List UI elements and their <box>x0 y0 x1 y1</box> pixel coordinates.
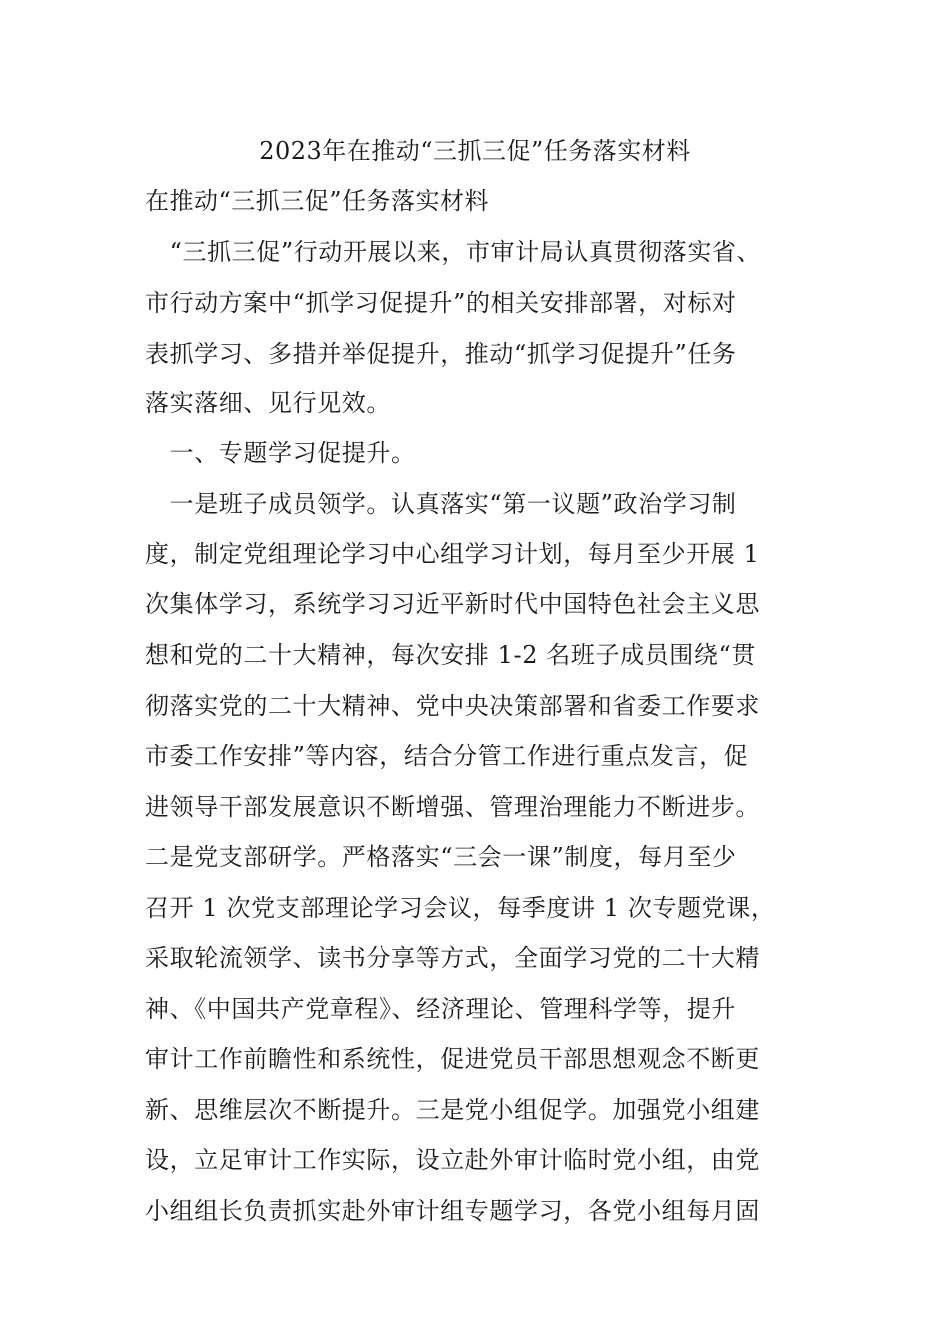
body-line: 想和党的二十大精神，每次安排 1-2 名班子成员围绕“贯 <box>145 641 756 669</box>
body-line: 落实落细、见行见效。 <box>145 389 391 417</box>
body-line: 设，立足审计工作实际，设立赴外审计临时党小组，由党 <box>145 1146 760 1174</box>
body-line: 召开 1 次党支部理论学习会议，每季度讲 1 次专题党课， <box>145 894 776 922</box>
body-line: 次集体学习，系统学习习近平新时代中国特色社会主义思 <box>145 590 760 618</box>
body-line: 二是党支部研学。严格落实“三会一课”制度，每月至少 <box>145 843 737 871</box>
body-line: 采取轮流领学、读书分享等方式，全面学习党的二十大精 <box>145 944 760 972</box>
body-line: 小组组长负责抓实赴外审计组专题学习，各党小组每月固 <box>145 1197 760 1225</box>
body-line: 表抓学习、多措并举促提升，推动“抓学习促提升”任务 <box>145 340 737 368</box>
section-heading: 一、专题学习促提升。 <box>145 439 416 467</box>
body-line: 新、思维层次不断提升。三是党小组促学。加强党小组建 <box>145 1096 760 1124</box>
body-line: 度，制定党组理论学习中心组学习计划，每月至少开展 1 <box>145 540 760 568</box>
body-line: 审计工作前瞻性和系统性，促进党员干部思想观念不断更 <box>145 1045 760 1073</box>
document-title: 2023年在推动“三抓三促”任务落实材料 <box>259 137 691 165</box>
body-line: 市行动方案中“抓学习促提升”的相关安排部署，对标对 <box>145 289 737 317</box>
body-line: “三抓三促”行动开展以来，市审计局认真贯彻落实省、 <box>145 238 762 266</box>
body-line: 进领导干部发展意识不断增强、管理治理能力不断进步。 <box>145 793 760 821</box>
body-line: 彻落实党的二十大精神、党中央决策部署和省委工作要求 <box>145 692 760 720</box>
document-subtitle: 在推动“三抓三促”任务落实材料 <box>145 187 490 215</box>
body-line: 市委工作安排”等内容，结合分管工作进行重点发言，促 <box>145 742 749 770</box>
body-line: 神、《中国共产党章程》、经济理论、管理科学等，提升 <box>145 995 736 1023</box>
body-line: 一是班子成员领学。认真落实“第一议题”政治学习制 <box>145 490 737 518</box>
